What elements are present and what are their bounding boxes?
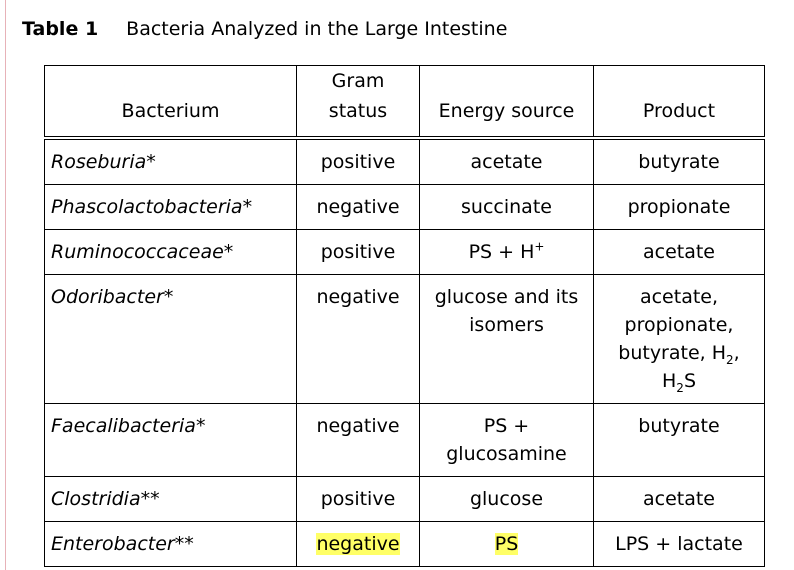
bacterium-cell: Ruminococcaceae* [45,230,297,275]
bacterium-cell: Enterobacter** [45,522,297,567]
table-caption [22,18,507,40]
energy-cell: glucose and its isomers [420,275,594,404]
bacterium-cell: Clostridia** [45,477,297,522]
energy-cell [420,522,594,567]
energy-cell: acetate [420,138,594,185]
energy-cell: PS + glucosamine [420,404,594,477]
bacterium-cell: Phascolactobacteria* [45,185,297,230]
gram-cell: negative [297,275,420,404]
table-row [45,230,765,275]
header-gram-line2: status [328,100,388,122]
product-cell: acetate [594,477,765,522]
table-row [45,138,765,185]
highlighted-text: negative [316,533,400,555]
gram-cell: positive [297,477,420,522]
highlighted-text: PS [494,533,519,555]
bacteria-table [44,65,765,567]
gram-cell: positive [297,230,420,275]
energy-cell: succinate [420,185,594,230]
product-cell: acetate, propionate, butyrate, $H_2$, $H_2S$ [594,275,765,404]
product-cell: butyrate [594,404,765,477]
header-gram-status [297,66,420,139]
header-product: Product [594,66,765,139]
product-cell: propionate [594,185,765,230]
gram-cell: negative [297,404,420,477]
table-row [45,185,765,230]
header-energy-source: Energy source [420,66,594,139]
product-cell: LPS + lactate [594,522,765,567]
gram-cell: negative [297,185,420,230]
header-row [45,66,765,139]
table-row [45,477,765,522]
bacterium-cell: Odoribacter* [45,275,297,404]
gram-cell [297,522,420,567]
header-bacterium: Bacterium [45,66,297,139]
bacterium-cell: Roseburia* [45,138,297,185]
table-row [45,275,765,404]
margin-rule [5,0,6,570]
gram-cell: positive [297,138,420,185]
energy-cell: glucose [420,477,594,522]
bacterium-cell: Faecalibacteria* [45,404,297,477]
table-row [45,522,765,567]
table-row [45,404,765,477]
energy-cell: PS + H+ [420,230,594,275]
table-title: Bacteria Analyzed in the Large Intestine [126,18,508,40]
table-number: Table 1 [22,18,99,40]
product-cell: butyrate [594,138,765,185]
header-gram-line1: Gram [331,70,385,92]
product-cell: acetate [594,230,765,275]
